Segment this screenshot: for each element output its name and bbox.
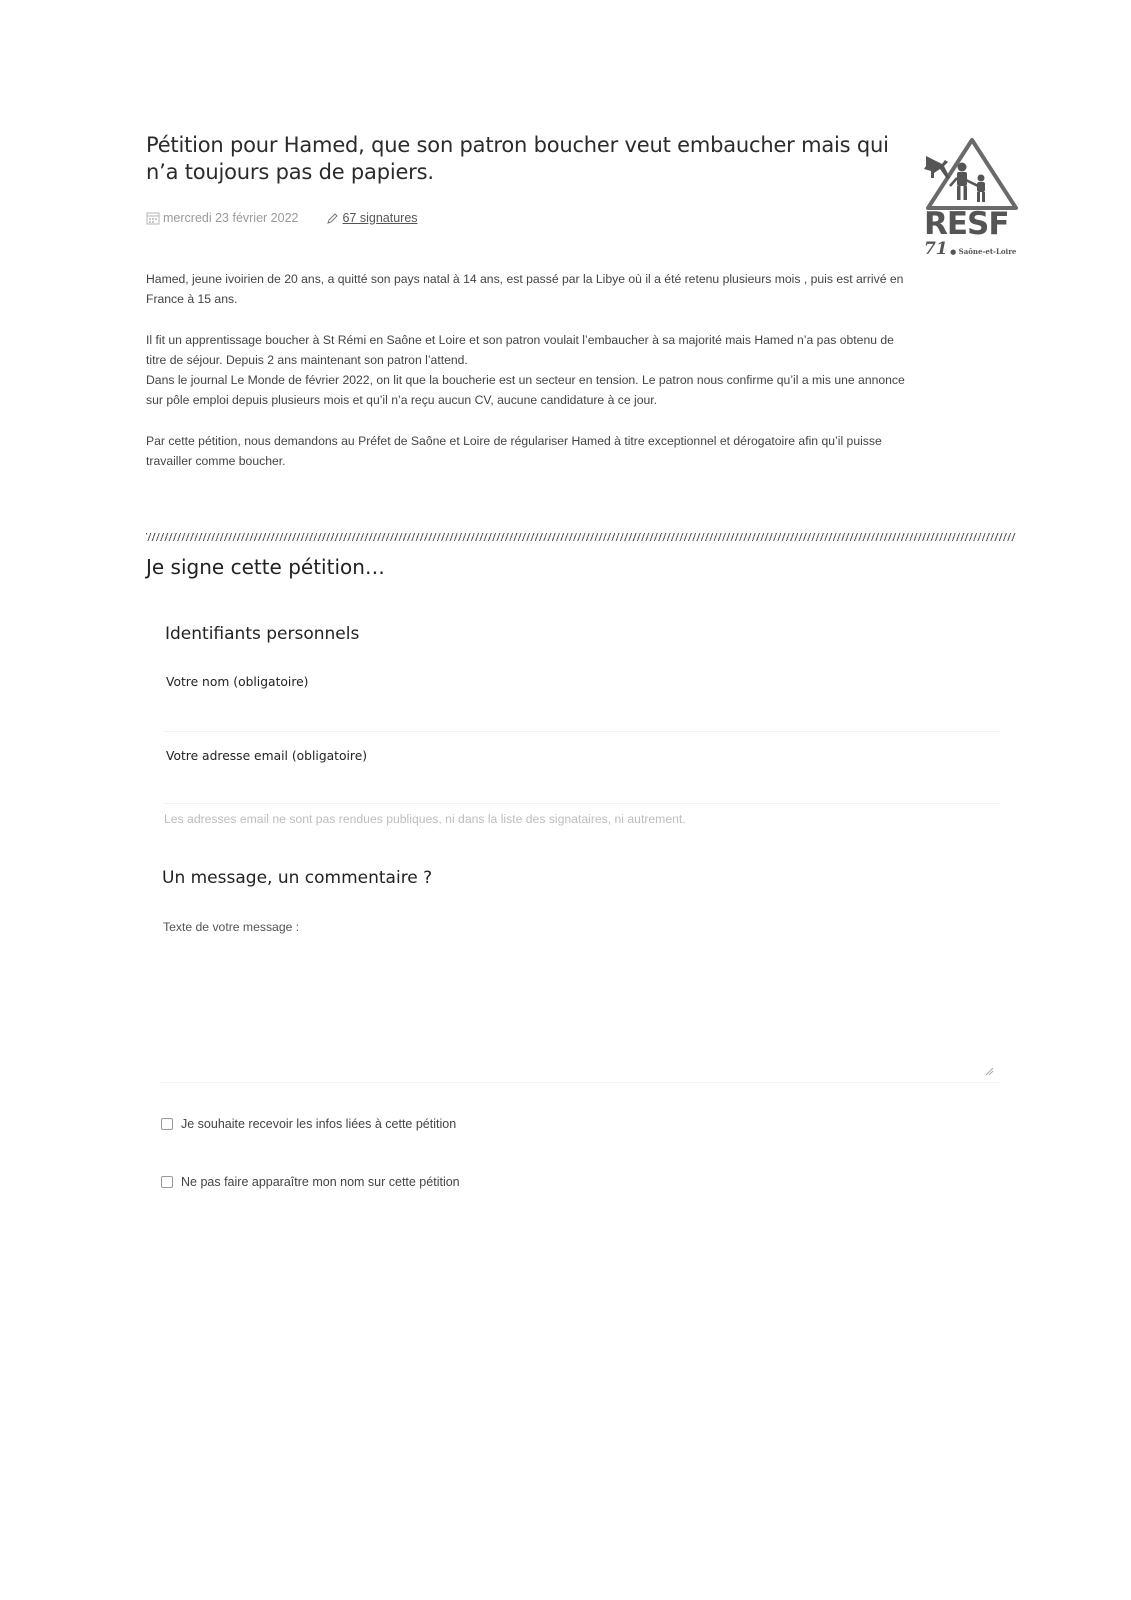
message-label: Texte de votre message : xyxy=(163,920,300,934)
body-paragraph: Hamed, jeune ivoirien de 20 ans, a quitté son pays natal à 14 ans, est passé par la Libye où il a été retenu plusieurs mois , puis est arrivé en France à 15 ans. xyxy=(146,272,904,307)
page-title: Pétition pour Hamed, que son patron boucher veut embaucher mais qui n’a toujours pas de papiers. xyxy=(146,133,889,184)
name-input[interactable] xyxy=(164,699,1000,732)
email-input[interactable] xyxy=(164,771,1000,804)
identity-heading: Identifiants personnels xyxy=(165,624,360,644)
article-meta xyxy=(146,211,418,225)
logo-name: RESF xyxy=(924,206,1009,242)
anonymous-checkbox-row[interactable] xyxy=(161,1175,460,1189)
logo-region-name: Saône-et-Loire xyxy=(958,247,1017,256)
message-heading: Un message, un commentaire ? xyxy=(162,868,433,888)
news-checkbox-row[interactable] xyxy=(161,1117,456,1131)
resize-handle-icon[interactable] xyxy=(985,1067,994,1076)
body-paragraph: Il fit un apprentissage boucher à St Rémi en Saône et Loire et son patron voulait l’embaucher à sa majorité mais Hamed n’a pas obtenu de titre de séjour. Depuis 2 ans maintenant son patron l’attend. Dans le journal Le Monde de février 2022, on lit que la boucherie est un secteur en tension. Le patron nous confirme qu’il a mis une annonce sur pôle emploi depuis plusieurs mois et qu’il n’a reçu aucun CV, aucune candidature à ce jour. xyxy=(146,332,905,408)
email-hint: Les adresses email ne sont pas rendues publiques, ni dans la liste des signataires, ni autrement. xyxy=(164,812,686,826)
anonymous-checkbox[interactable] xyxy=(161,1176,173,1188)
publish-date: mercredi 23 février 2022 xyxy=(163,211,299,225)
news-checkbox[interactable] xyxy=(161,1118,173,1130)
logo-number: 71 xyxy=(924,239,948,259)
signatures-link[interactable] xyxy=(326,211,417,225)
petition-body xyxy=(146,269,906,491)
calendar-icon xyxy=(146,211,160,225)
sign-heading: Je signe cette pétition… xyxy=(146,555,385,579)
hatched-divider xyxy=(146,533,1016,541)
name-label: Votre nom (obligatoire) xyxy=(166,675,309,689)
body-paragraph: Par cette pétition, nous demandons au Préfet de Saône et Loire de régulariser Hamed à titre exceptionnel et dérogatoire afin qu’il puisse travailler comme boucher. xyxy=(146,433,882,469)
signatures-count: 67 signatures xyxy=(342,211,418,225)
logo-region: 71 ● Saône-et-Loire xyxy=(924,239,1017,259)
pencil-icon xyxy=(326,212,339,225)
email-label: Votre adresse email (obligatoire) xyxy=(166,749,368,763)
anonymous-checkbox-label: Ne pas faire apparaître mon nom sur cette pétition xyxy=(181,1175,460,1189)
message-textarea[interactable] xyxy=(160,940,1000,1083)
news-checkbox-label: Je souhaite recevoir les infos liées à cette pétition xyxy=(181,1117,457,1131)
